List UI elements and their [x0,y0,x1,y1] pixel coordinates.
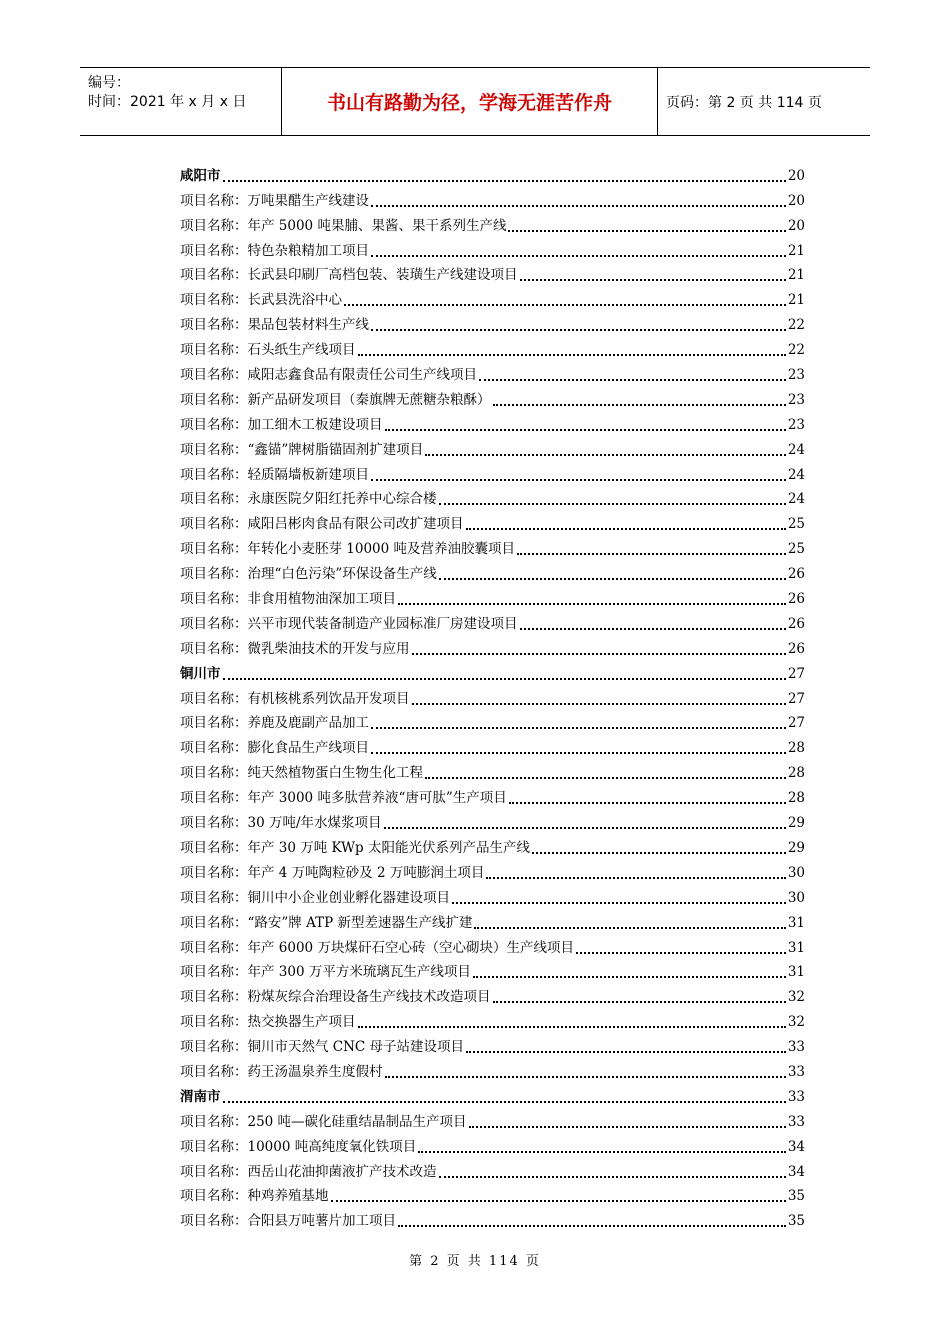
toc-page-number: 24 [787,441,805,458]
toc-entry-row[interactable] [180,708,805,733]
toc-entry-label: 项目名称：年转化小麦胚芽 10000 吨及营养油胶囊项目 [180,541,516,558]
toc-section-row[interactable] [180,160,805,185]
toc-entry-label: 铜川市 [180,665,221,682]
toc-page-number: 22 [787,317,805,334]
toc-entry-row[interactable] [180,1156,805,1181]
toc-page-number: 33 [787,1039,805,1056]
toc-leader-dots [412,702,786,705]
toc-leader-dots [371,726,786,729]
toc-leader-dots [385,1075,786,1078]
toc-page-number: 32 [787,1014,805,1031]
toc-entry-row[interactable] [180,309,805,334]
toc-entry-row[interactable] [180,284,805,309]
toc-entry-row[interactable] [180,1205,805,1230]
toc-leader-dots [452,901,786,904]
toc-leader-dots [223,179,786,182]
toc-entry-label: 项目名称：加工细木工板建设项目 [180,416,383,433]
toc-leader-dots [509,801,786,804]
toc-entry-row[interactable] [180,957,805,982]
toc-page-number: 34 [787,1163,805,1180]
toc-entry-label: 项目名称：治理“白色污染”环保设备生产线 [180,566,437,583]
toc-entry-row[interactable] [180,1106,805,1131]
toc-entry-label: 项目名称：养鹿及鹿副产品加工 [180,715,369,732]
toc-page-number: 29 [787,839,805,856]
toc-entry-row[interactable] [180,260,805,285]
toc-page-number: 22 [787,342,805,359]
toc-page-number: 35 [787,1188,805,1205]
toc-page-number: 33 [787,1113,805,1130]
toc-entry-label: 项目名称：新产品研发项目（秦旗牌无蔗糖杂粮酥） [180,391,491,408]
toc-leader-dots [532,851,786,854]
toc-entry-row[interactable] [180,334,805,359]
toc-entry-row[interactable] [180,857,805,882]
toc-entry-row[interactable] [180,807,805,832]
header-page-info: 页码：第 2 页 共 114 页 [666,94,822,111]
header-meta [80,68,282,135]
toc-entry-label: 项目名称：热交换器生产项目 [180,1014,356,1031]
toc-page-number: 26 [787,566,805,583]
toc-entry-label: 项目名称：特色杂粮精加工项目 [180,242,369,259]
toc-entry-label: 项目名称：果品包装材料生产线 [180,317,369,334]
toc-entry-label: 项目名称：30 万吨/年水煤浆项目 [180,815,382,832]
toc-leader-dots [479,378,786,381]
toc-entry-row[interactable] [180,882,805,907]
toc-page-number: 32 [787,989,805,1006]
toc-leader-dots [469,1125,786,1128]
toc-entry-label: 项目名称：咸阳志鑫食品有限责任公司生产线项目 [180,367,477,384]
toc-entry-label: 项目名称：“鑫锚”牌树脂锚固剂扩建项目 [180,441,424,458]
toc-entry-label: 项目名称：万吨果醋生产线建设 [180,192,369,209]
toc-entry-label: 项目名称：兴平市现代装备制造产业园标准厂房建设项目 [180,615,518,632]
toc-page-number: 28 [787,790,805,807]
toc-entry-label: 咸阳市 [180,167,221,184]
toc-entry-row[interactable] [180,185,805,210]
toc-entry-label: 项目名称：西岳山花油抑菌液扩产技术改造 [180,1163,437,1180]
toc-entry-label: 项目名称：石头纸生产线项目 [180,342,356,359]
toc-leader-dots [439,1175,786,1178]
toc-leader-dots [474,926,785,929]
toc-leader-dots [385,428,786,431]
toc-entry-row[interactable] [180,832,805,857]
toc-page-number: 27 [787,690,805,707]
toc-page-number: 25 [787,516,805,533]
toc-leader-dots [418,1150,786,1153]
toc-leader-dots [466,527,786,530]
toc-entry-row[interactable] [180,782,805,807]
toc-entry-row[interactable] [180,981,805,1006]
toc-entry-row[interactable] [180,508,805,533]
toc-entry-row[interactable] [180,384,805,409]
toc-leader-dots [508,229,785,232]
toc-page-number: 28 [787,765,805,782]
toc-page-number: 23 [787,367,805,384]
toc-leader-dots [576,951,786,954]
toc-leader-dots [520,627,786,630]
toc-entry-label: 项目名称：有机核桃系列饮品开发项目 [180,690,410,707]
toc-entry-row[interactable] [180,533,805,558]
toc-leader-dots [223,677,786,680]
toc-page-number: 26 [787,615,805,632]
toc-entry-row[interactable] [180,633,805,658]
toc-leader-dots [358,1025,786,1028]
toc-entry-row[interactable] [180,210,805,235]
header-motto: 书山有路勤为径，学海无涯苦作舟 [282,68,658,135]
toc-entry-row[interactable] [180,683,805,708]
toc-entry-row[interactable] [180,484,805,509]
toc-page-number: 31 [787,914,805,931]
toc-page-number: 26 [787,591,805,608]
toc-leader-dots [425,776,786,779]
toc-entry-label: 项目名称：非食用植物油深加工项目 [180,591,396,608]
toc-entry-label: 项目名称：种鸡养殖基地 [180,1188,329,1205]
toc-entry-label: 项目名称：年产 4 万吨陶粒砂及 2 万吨膨润土项目 [180,864,485,881]
toc-entry-row[interactable] [180,409,805,434]
toc-entry-label: 项目名称：合阳县万吨薯片加工项目 [180,1213,396,1230]
toc-entry-label: 项目名称：咸阳吕彬肉食品有限公司改扩建项目 [180,516,464,533]
toc-page-number: 26 [787,640,805,657]
toc-leader-dots [412,652,786,655]
toc-entry-label: 项目名称：粉煤灰综合治理设备生产线技术改造项目 [180,989,491,1006]
toc-leader-dots [439,577,786,580]
toc-page-number: 33 [787,1088,805,1105]
toc-entry-row[interactable] [180,434,805,459]
toc-entry-row[interactable] [180,235,805,260]
toc-entry-label: 项目名称：药王汤温泉养生度假村 [180,1063,383,1080]
toc-leader-dots [466,1050,786,1053]
toc-entry-label: 项目名称：年产 300 万平方米琉璃瓦生产线项目 [180,964,471,981]
toc-leader-dots [486,876,785,879]
toc-page-number: 24 [787,491,805,508]
toc-entry-row[interactable] [180,1181,805,1206]
page-footer: 第 2 页 共 114 页 [409,1254,541,1269]
toc-entry-label: 项目名称：铜川市天然气 CNC 母子站建设项目 [180,1039,465,1056]
toc-entry-label: 项目名称：年产 3000 吨多肽营养液“唐可肽”生产项目 [180,790,507,807]
toc-entry-label: 项目名称：“路安”牌 ATP 新型差速器生产线扩建 [180,914,473,931]
toc-page-number: 35 [787,1213,805,1230]
toc-page-number: 25 [787,541,805,558]
toc-page-number: 33 [787,1063,805,1080]
toc-entry-row[interactable] [180,1006,805,1031]
toc-leader-dots [358,353,786,356]
toc-section-row[interactable] [180,1081,805,1106]
toc-page-number: 23 [787,416,805,433]
toc-section-row[interactable] [180,658,805,683]
toc-entry-label: 项目名称：长武县洗浴中心 [180,292,342,309]
toc-page-number: 28 [787,740,805,757]
toc-entry-label: 项目名称：年产 6000 万块煤矸石空心砖（空心砌块）生产线项目 [180,939,574,956]
toc-page-number: 27 [787,715,805,732]
toc-leader-dots [493,403,786,406]
toc-page-number: 20 [787,217,805,234]
toc-page-number: 20 [787,192,805,209]
header-time-label: 时间：2021 年 x 月 x 日 [88,94,247,110]
toc-leader-dots [520,278,786,281]
toc-page-number: 31 [787,939,805,956]
toc-page-number: 24 [787,466,805,483]
toc-page-number: 31 [787,964,805,981]
toc-leader-dots [344,303,786,306]
toc-page-number: 23 [787,391,805,408]
toc-leader-dots [371,204,786,207]
toc-leader-dots [425,453,786,456]
toc-entry-row[interactable] [180,459,805,484]
toc-entry-row[interactable] [180,1131,805,1156]
toc-leader-dots [439,502,786,505]
toc-page-number: 21 [787,267,805,284]
table-of-contents [180,160,805,1230]
toc-entry-row[interactable] [180,757,805,782]
toc-entry-row[interactable] [180,932,805,957]
toc-leader-dots [473,975,786,978]
toc-entry-row[interactable] [180,1031,805,1056]
toc-entry-row[interactable] [180,583,805,608]
toc-entry-label: 项目名称：微乳柴油技术的开发与应用 [180,640,410,657]
toc-entry-label: 项目名称：永康医院夕阳红托养中心综合楼 [180,491,437,508]
toc-leader-dots [493,1000,786,1003]
toc-entry-label: 项目名称：膨化食品生产线项目 [180,740,369,757]
toc-leader-dots [398,602,786,605]
page-header [80,67,870,136]
toc-entry-row[interactable] [180,1056,805,1081]
toc-leader-dots [384,826,786,829]
toc-entry-label: 项目名称：年产 30 万吨 KWp 太阳能光伏系列产品生产线 [180,839,530,856]
toc-entry-row[interactable] [180,608,805,633]
toc-leader-dots [398,1224,786,1227]
toc-leader-dots [371,254,786,257]
toc-entry-label: 项目名称：250 吨—碳化硅重结晶制品生产项目 [180,1113,467,1130]
toc-entry-label: 项目名称：10000 吨高纯度氧化铁项目 [180,1138,417,1155]
toc-entry-label: 项目名称：长武县印刷厂高档包装、装璜生产线建设项目 [180,267,518,284]
toc-entry-label: 渭南市 [180,1088,221,1105]
toc-page-number: 30 [787,864,805,881]
toc-entry-label: 项目名称：铜川中小企业创业孵化器建设项目 [180,889,450,906]
toc-entry-row[interactable] [180,907,805,932]
toc-entry-row[interactable] [180,359,805,384]
toc-leader-dots [331,1199,786,1202]
toc-leader-dots [371,328,786,331]
toc-entry-row[interactable] [180,558,805,583]
toc-leader-dots [517,552,786,555]
toc-entry-label: 项目名称：年产 5000 吨果脯、果酱、果干系列生产线 [180,217,507,234]
toc-page-number: 27 [787,665,805,682]
toc-leader-dots [371,751,786,754]
toc-page-number: 20 [787,167,805,184]
toc-page-number: 34 [787,1138,805,1155]
toc-page-number: 21 [787,292,805,309]
toc-entry-label: 项目名称：纯天然植物蛋白生物生化工程 [180,765,423,782]
toc-leader-dots [223,1100,786,1103]
toc-page-number: 30 [787,889,805,906]
toc-leader-dots [371,478,786,481]
toc-page-number: 21 [787,242,805,259]
toc-page-number: 29 [787,815,805,832]
toc-entry-label: 项目名称：轻质隔墙板新建项目 [180,466,369,483]
toc-entry-row[interactable] [180,732,805,757]
header-code-label: 编号： [88,75,130,91]
